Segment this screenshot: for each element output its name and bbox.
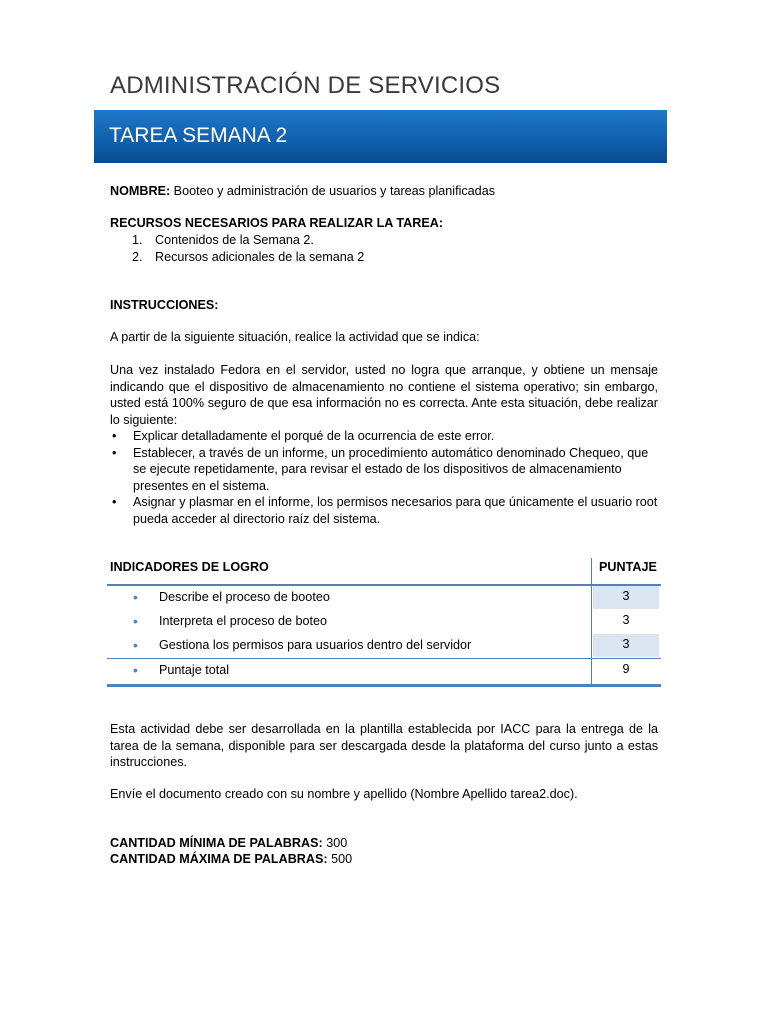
bullet-item [110,428,658,445]
row-label: Interpreta el proceso de boteo [159,614,328,628]
table-header-puntaje: PUNTAJE [599,560,657,574]
list-number: 2. [132,249,143,264]
max-words [110,851,352,868]
bullet-text: Establecer, a través de un informe, un procedimiento automático denominado Chequeo, que se ejecute repetidamente, para revisar el estado de los dispositivos de almacenamiento presentes en el sistema. [133,445,649,493]
bullet-icon: • [112,445,117,460]
recursos-list [110,232,364,265]
row-label: Describe el proceso de booteo [159,590,330,604]
situation-paragraph: Una vez instalado Fedora en el servidor, usted no logra que arranque, y obtiene un mensaje indicando que el dispositivo de almacenamiento no contiene el sistema operativo; sin embargo, usted está 100% seguro de que esa información no es correcta. Ante esta situación, debe realizar lo siguiente: [110,363,658,427]
row-score: 3 [593,586,659,609]
list-item [110,249,364,266]
indicadores-table [107,558,661,688]
row-score: 9 [622,662,630,676]
instrucciones-heading: INSTRUCCIONES: [110,298,219,312]
max-words-label: CANTIDAD MÁXIMA DE PALABRAS: [110,852,328,866]
bullet-text: Asignar y plasmar en el informe, los permisos necesarios para que únicamente el usuario root pueda acceder al directorio raíz del sistema. [133,495,658,526]
title-banner [94,110,667,163]
row-bullet-icon: • [133,613,138,629]
nombre-label: NOMBRE: [110,184,171,198]
row-bullet-icon: • [133,662,138,678]
bullet-icon: • [112,495,117,509]
row-bullet-icon: • [133,637,138,653]
table-row [107,586,661,610]
footer-send-instruction: Envíe el documento creado con su nombre y apellido (Nombre Apellido tarea2.doc). [110,787,578,801]
table-row [107,610,661,634]
table-row [107,634,661,658]
list-item-text: Recursos adicionales de la semana 2 [155,249,365,264]
row-label: Gestiona los permisos para usuarios dentro del servidor [159,638,472,652]
instruction-bullets [110,428,658,527]
recursos-heading: RECURSOS NECESARIOS PARA REALIZAR LA TAREA: [110,216,444,230]
row-label: Puntaje total [159,663,230,677]
table-row-total [107,659,661,683]
list-item [110,232,364,249]
banner-title: TAREA SEMANA 2 [109,124,288,147]
nombre-value: Booteo y administración de usuarios y tareas planificadas [173,184,495,198]
bullet-text: Explicar detalladamente el porqué de la ocurrencia de este error. [133,429,495,443]
min-words [110,835,347,852]
row-score: 3 [622,613,630,627]
row-score: 3 [593,634,659,657]
nombre-line [110,183,495,200]
instrucciones-intro: A partir de la siguiente situación, realice la actividad que se indica: [110,330,480,344]
row-bullet-icon: • [133,589,138,605]
bullet-icon: • [112,429,117,443]
footer-paragraph: Esta actividad debe ser desarrollada en la plantilla establecida por IACC para la entrega de la tarea de la semana, disponible para ser descargada desde la plataforma del curso junto a estas instrucciones. [110,722,658,769]
table-header-indicadores: INDICADORES DE LOGRO [110,560,269,574]
min-words-value: 300 [326,836,348,850]
list-item-text: Contenidos de la Semana 2. [155,233,314,247]
bullet-item [110,494,658,527]
min-words-label: CANTIDAD MÍNIMA DE PALABRAS: [110,836,323,850]
table-bottom-rule [107,684,661,687]
page-title: ADMINISTRACIÓN DE SERVICIOS [110,72,501,99]
list-number: 1. [132,233,143,247]
max-words-value: 500 [331,852,353,866]
bullet-item [110,445,658,495]
